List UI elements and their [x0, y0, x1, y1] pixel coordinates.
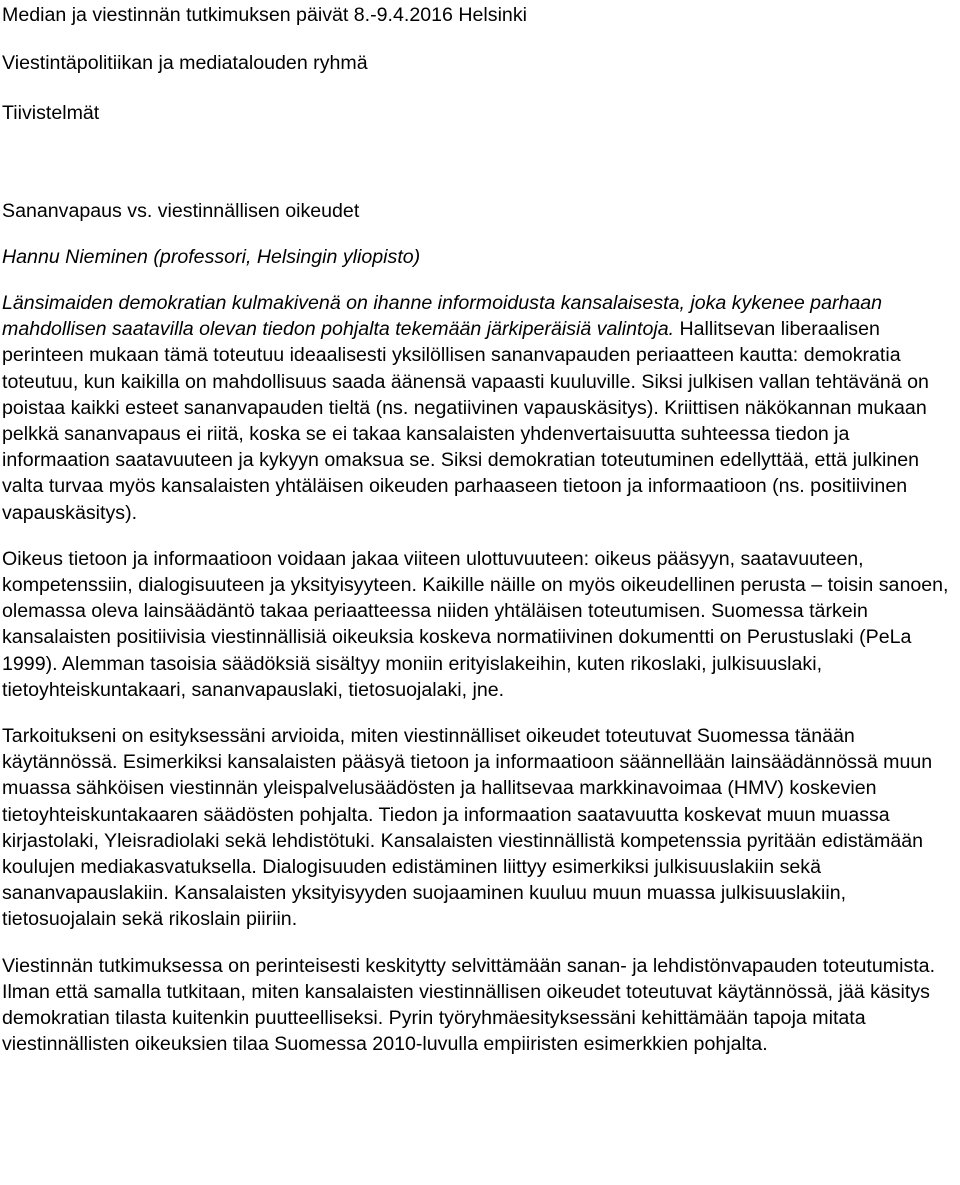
- paragraph-1-italic: Länsimaiden demokratian kulmakivenä on ihanne informoidusta kansalaisesta, joka kykenee parhaan mahdollisen saatavilla olevan tiedon pohjalta tekemään järkiperäisiä valintoja.: [2, 292, 883, 341]
- paragraph-1: [2, 290, 952, 526]
- paragraph-2: [2, 546, 952, 703]
- paragraph-3-text: Tarkoitukseni on esityksessäni arvioida, miten viestinnälliset oikeudet toteutuvat Suomessa tänään käytännössä. Esimerkiksi kansalaisten pääsyä tietoon ja informaatioon säännellään lainsäädännössä muun muassa sähköisen viestinnän yleispalvelusäädösten ja hallitsevaa markkinavoimaa (HMV) koskevien tietoyhteiskuntakaaren säädösten pohjalta. Tiedon ja informaation saatavuutta koskevat muun muassa kirjastolaki, Yleisradiolaki sekä lehdistötuki. Kansalaisten viestinnällistä kompetenssia pyritään edistämään koulujen mediakasvatuksella. Dialogisuuden edistäminen liittyy esimerkiksi julkisuuslakiin sekä sananvapauslakiin. Kansalaisten yksityisyyden suojaaminen kuuluu muun muassa julkisuuslakiin, tietosuojalain sekä rikoslain piiriin.: [2, 725, 933, 931]
- paragraph-1-text: Hallitsevan liberaalisen perinteen mukaan tämä toteutuu ideaalisesti yksilöllisen sananvapauden periaatteen kautta: demokratia toteutuu, kun kaikilla on mahdollisuus saada äänensä vapaasti kuuluville. Siksi julkisen vallan tehtävänä on poistaa kaikki esteet sananvapauden tieltä (ns. negatiivinen vapauskäsitys). Kriittisen näkökannan mukaan pelkkä sananvapaus ei riitä, koska se ei takaa kansalaisten yhdenvertaisuutta suhteessa tiedon ja informaation saatavuuteen ja kykyyn omaksua se. Siksi demokratian toteutuminen edellyttää, että julkinen valta turvaa myös kansalaisten yhtäläisen oikeuden parhaaseen tietoon ja informaatioon (ns. positiivinen vapauskäsitys).: [2, 318, 929, 524]
- paragraph-3: [2, 723, 952, 933]
- paragraph-4: [2, 953, 952, 1058]
- event-header: Median ja viestinnän tutkimuksen päivät 8.-9.4.2016 Helsinki: [2, 4, 527, 26]
- abstract-author: Hannu Nieminen (professori, Helsingin yliopisto): [2, 246, 421, 268]
- abstract-title: Sananvapaus vs. viestinnällisen oikeudet: [2, 200, 360, 222]
- section-label: Tiivistelmät: [2, 102, 100, 124]
- paragraph-2-text: Oikeus tietoon ja informaatioon voidaan jakaa viiteen ulottuvuuteen: oikeus pääsyyn, saatavuuteen, kompetenssiin, dialogisuuteen ja yksityisyyteen. Kaikille näille on myös oikeudellinen perusta – toisin sanoen, olemassa oleva lainsäädäntö takaa periaatteessa niiden yhtäläisen toteutumisen. Suomessa tärkein kansalaisten positiivisia viestinnällisiä oikeuksia koskeva normatiivinen dokumentti on Perustuslaki (PeLa 1999). Alemman tasoisia säädöksiä sisältyy moniin erityislakeihin, kuten rikoslaki, julkisuuslaki, tietoyhteiskuntakaari, sananvapauslaki, tietosuojalaki, jne.: [2, 547, 949, 701]
- paragraph-4-text: Viestinnän tutkimuksessa on perinteisesti keskitytty selvittämään sanan- ja lehdistönvapauden toteutumista. Ilman että samalla tutkitaan, miten kansalaisten viestinnällisen oikeudet toteutuvat käytännössä, jää käsitys demokratian tilasta kuitenkin puutteelliseksi. Pyrin työryhmäesityksessäni kehittämään tapoja mitata viestinnällisten oikeuksien tilaa Suomessa 2010-luvulla empiiristen esimerkkien pohjalta.: [2, 954, 936, 1056]
- group-name: Viestintäpolitiikan ja mediatalouden ryhmä: [2, 52, 368, 74]
